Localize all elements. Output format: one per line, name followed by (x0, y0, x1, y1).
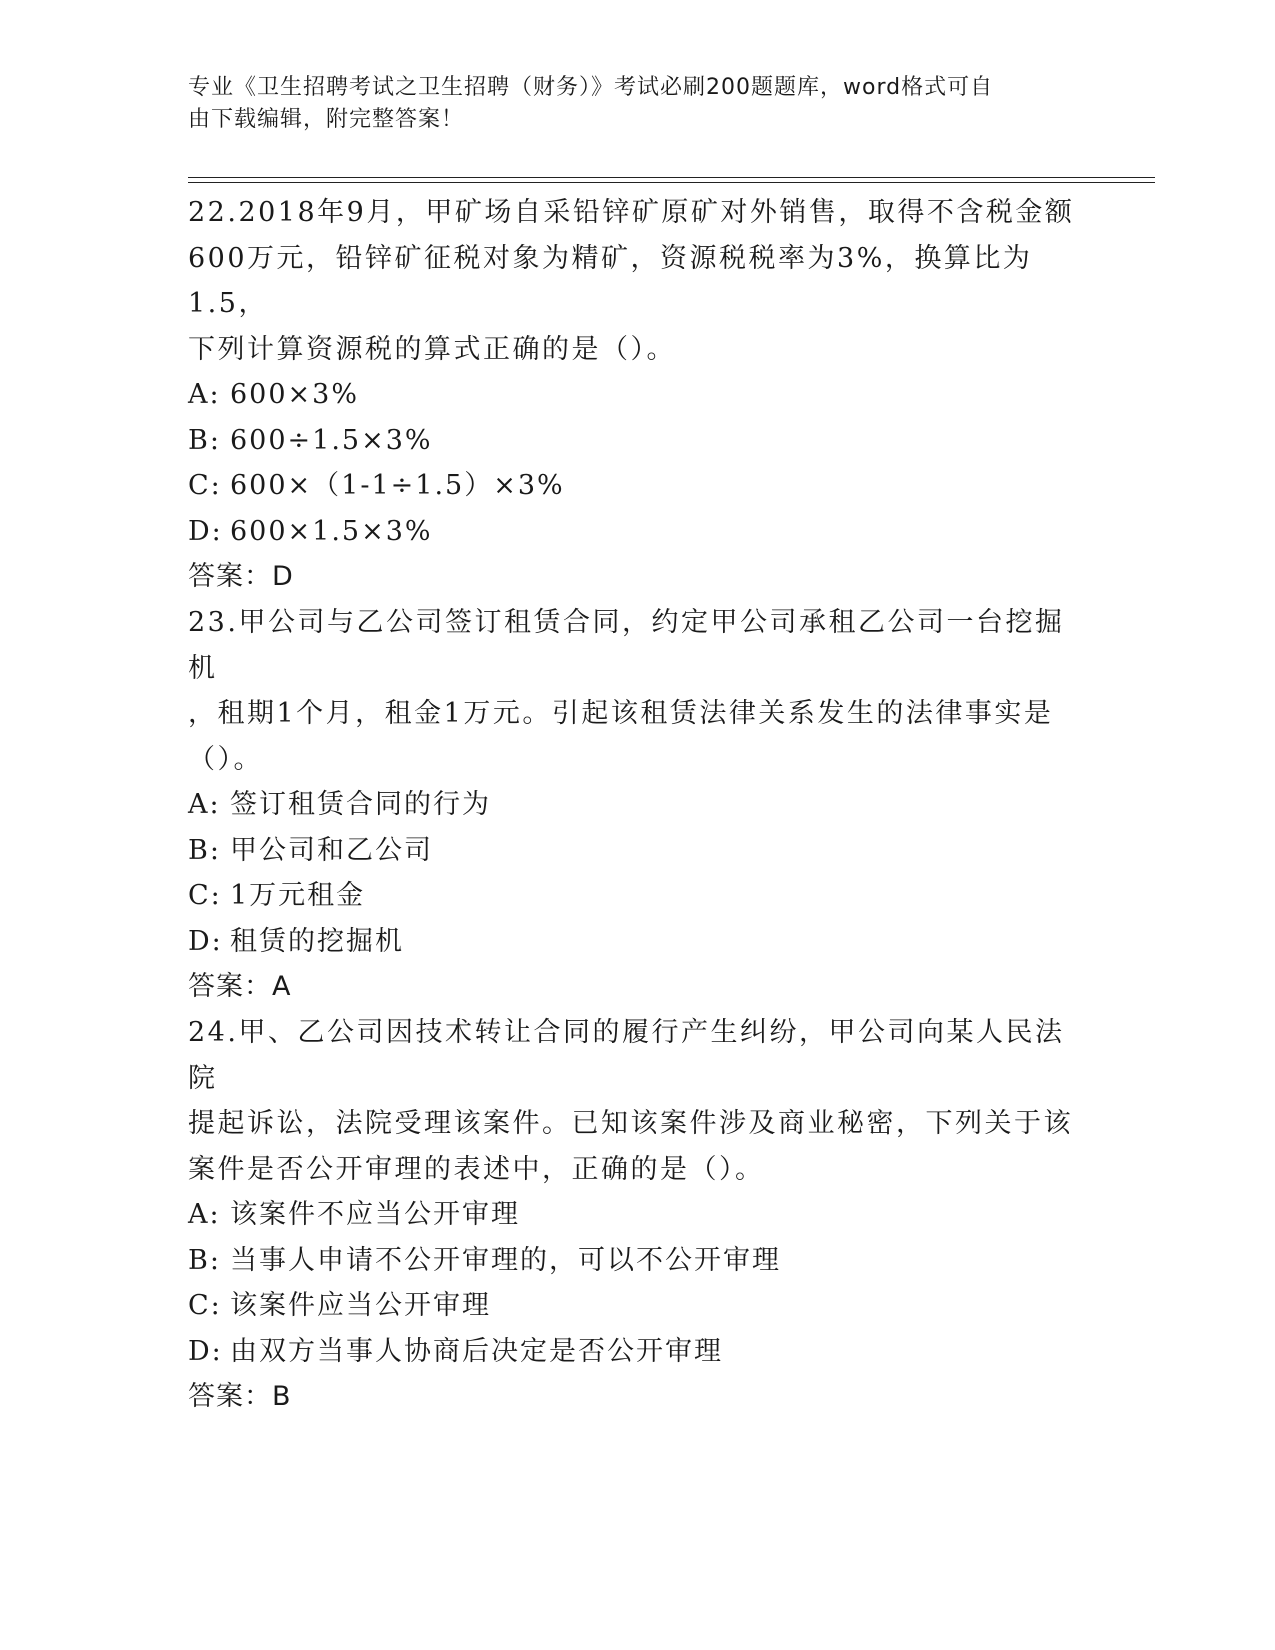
question-stem-line: 600万元，铅锌矿征税对象为精矿，资源税税率为3%，换算比为1.5， (188, 242, 1033, 319)
option-text: 1万元租金 (230, 880, 366, 911)
option-text: 由双方当事人协商后决定是否公开审理 (230, 1335, 723, 1367)
option-b (188, 828, 1088, 874)
option-label: B: (188, 834, 221, 866)
option-label: C: (188, 880, 222, 911)
option-c (188, 873, 1088, 919)
answer: 答案：A (188, 971, 292, 1002)
option-label: C: (188, 470, 222, 501)
option-a (188, 372, 1088, 418)
header-line-2: 由下载编辑，附完整答案！ (188, 107, 465, 132)
answer: 答案：D (188, 561, 294, 592)
document-header (188, 72, 1088, 136)
option-d (188, 919, 1088, 965)
question-stem-line: （）。 (188, 743, 263, 775)
option-text: 甲公司和乙公司 (230, 834, 433, 866)
option-a (188, 1192, 1088, 1238)
option-text: 签订租赁合同的行为 (230, 789, 491, 820)
option-d (188, 1329, 1088, 1375)
option-text: 租赁的挖掘机 (230, 925, 404, 957)
option-a (188, 782, 1088, 828)
question-23 (188, 600, 1088, 1010)
option-text: 600×1.5×3% (230, 515, 433, 547)
answer: 答案：B (188, 1381, 292, 1412)
option-label: B: (188, 424, 221, 456)
option-label: A: (188, 789, 221, 820)
option-text: 该案件应当公开审理 (230, 1290, 491, 1321)
question-stem-line: 23.甲公司与乙公司签订租赁合同，约定甲公司承租乙公司一台挖掘机 (188, 607, 1065, 684)
option-text: 当事人申请不公开审理的，可以不公开审理 (230, 1244, 781, 1276)
option-b (188, 1238, 1088, 1284)
option-b (188, 418, 1088, 464)
question-22 (188, 190, 1088, 600)
question-24 (188, 1010, 1088, 1420)
option-text: 600×（1-1÷1.5）×3% (230, 470, 565, 501)
option-label: B: (188, 1244, 221, 1276)
option-text: 600÷1.5×3% (230, 424, 433, 456)
header-divider-top (188, 177, 1155, 178)
option-d (188, 509, 1088, 555)
header-line-1: 专业《卫生招聘考试之卫生招聘（财务）》考试必刷200题题库，word格式可自 (188, 75, 994, 100)
option-c (188, 463, 1088, 509)
option-label: D: (188, 1335, 223, 1367)
header-divider-bottom (188, 182, 1155, 183)
question-stem-line: 案件是否公开审理的表述中，正确的是（）。 (188, 1153, 765, 1185)
option-text: 该案件不应当公开审理 (230, 1199, 520, 1230)
option-label: D: (188, 925, 223, 957)
option-label: C: (188, 1290, 222, 1321)
question-stem-line: 下列计算资源税的算式正确的是（）。 (188, 333, 676, 365)
option-label: D: (188, 515, 223, 547)
question-stem-line: ，租期1个月，租金1万元。引起该租赁法律关系发生的法律事实是 (188, 698, 1054, 729)
question-stem-line: 24.甲、乙公司因技术转让合同的履行产生纠纷，甲公司向某人民法院 (188, 1017, 1065, 1094)
option-label: A: (188, 379, 221, 410)
option-c (188, 1283, 1088, 1329)
option-label: A: (188, 1199, 221, 1230)
question-stem-line: 提起诉讼，法院受理该案件。已知该案件涉及商业秘密，下列关于该 (188, 1108, 1073, 1139)
option-text: 600×3% (230, 379, 359, 410)
question-stem-line: 22.2018年9月，甲矿场自采铅锌矿原矿对外销售，取得不含税金额 (188, 197, 1075, 228)
